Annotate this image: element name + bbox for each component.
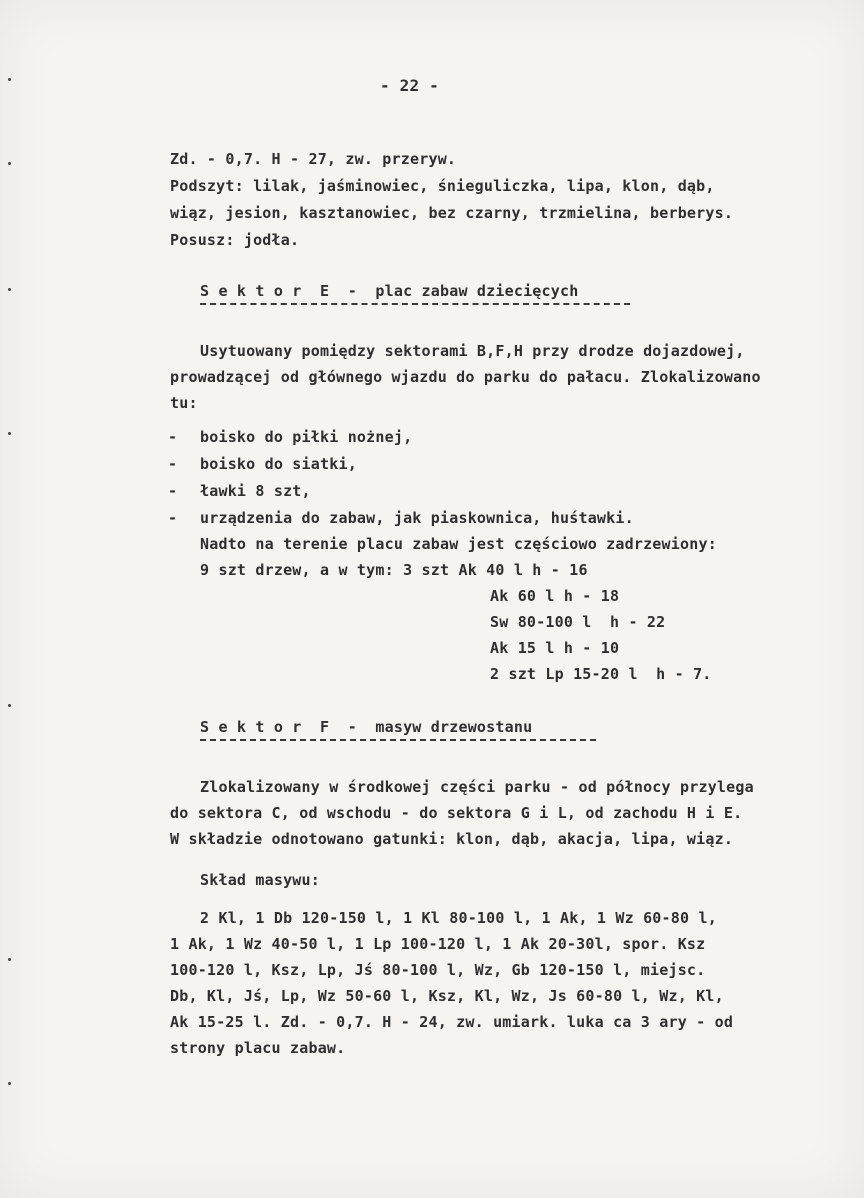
sector-e-heading: S e k t o r E - plac zabaw dziecięcych bbox=[200, 282, 579, 300]
composition-line: 2 Kl, 1 Db 120-150 l, 1 Kl 80-100 l, 1 Ak, 1 Wz 60-80 l, bbox=[200, 909, 717, 927]
sector-f-heading: S e k t o r F - masyw drzewostanu bbox=[200, 718, 533, 736]
tree-line: Ak 15 l h - 10 bbox=[490, 639, 620, 657]
tree-line: Ak 60 l h - 18 bbox=[490, 587, 620, 605]
sector-e-para-line: prowadzącej od głównego wjazdu do parku do pałacu. Zlokalizowano bbox=[170, 368, 761, 386]
intro-line: Zd. - 0,7. H - 27, zw. przeryw. bbox=[170, 150, 457, 168]
sector-e-para-line: tu: bbox=[170, 394, 198, 412]
page-number: - 22 - bbox=[380, 76, 439, 95]
sector-e-para-line: Usytuowany pomiędzy sektorami B,F,H przy drodze dojazdowej, bbox=[200, 342, 745, 360]
sector-e-note-line: 9 szt drzew, a w tym: 3 szt Ak 40 l h - 16 bbox=[200, 561, 588, 579]
margin-dot bbox=[8, 958, 11, 961]
tree-line: Sw 80-100 l h - 22 bbox=[490, 613, 666, 631]
list-item: ławki 8 szt, bbox=[200, 482, 311, 500]
intro-line: Podszyt: lilak, jaśminowiec, śnieguliczka, lipa, klon, dąb, bbox=[170, 177, 715, 195]
list-item: urządzenia do zabaw, jak piaskownica, huśtawki. bbox=[200, 509, 634, 527]
list-bullet: - bbox=[168, 509, 178, 527]
composition-label: Skład masywu: bbox=[200, 871, 320, 889]
intro-line: Posusz: jodła. bbox=[170, 231, 300, 249]
tree-line: 2 szt Lp 15-20 l h - 7. bbox=[490, 665, 712, 683]
intro-line: wiąz, jesion, kasztanowiec, bez czarny, trzmielina, berberys. bbox=[170, 204, 734, 222]
sector-f-para-line: do sektora C, od wschodu - do sektora G i L, od zachodu H i E. bbox=[170, 804, 743, 822]
sector-f-para-line: Zlokalizowany w środkowej części parku - od północy przylega bbox=[200, 778, 754, 796]
margin-dot bbox=[8, 704, 11, 707]
list-item: boisko do siatki, bbox=[200, 455, 357, 473]
composition-line: Db, Kl, Jś, Lp, Wz 50-60 l, Ksz, Kl, Wz, Js 60-80 l, Wz, Kl, bbox=[170, 987, 724, 1005]
composition-line: strony placu zabaw. bbox=[170, 1039, 346, 1057]
margin-dot bbox=[8, 78, 11, 81]
sector-e-underline bbox=[200, 303, 630, 305]
margin-dot bbox=[8, 1082, 11, 1085]
list-bullet: - bbox=[168, 482, 178, 500]
composition-line: 1 Ak, 1 Wz 40-50 l, 1 Lp 100-120 l, 1 Ak 20-30l, spor. Ksz bbox=[170, 935, 706, 953]
margin-dot bbox=[8, 162, 11, 165]
sector-f-para-line: W składzie odnotowano gatunki: klon, dąb, akacja, lipa, wiąz. bbox=[170, 830, 734, 848]
list-bullet: - bbox=[168, 455, 178, 473]
margin-dot bbox=[8, 432, 11, 435]
sector-f-underline bbox=[200, 739, 596, 741]
sector-e-note-line: Nadto na terenie placu zabaw jest częściowo zadrzewiony: bbox=[200, 535, 717, 553]
composition-line: Ak 15-25 l. Zd. - 0,7. H - 24, zw. umiark. luka ca 3 ary - od bbox=[170, 1013, 734, 1031]
margin-dot bbox=[8, 288, 11, 291]
composition-line: 100-120 l, Ksz, Lp, Jś 80-100 l, Wz, Gb 120-150 l, miejsc. bbox=[170, 961, 706, 979]
list-bullet: - bbox=[168, 428, 178, 446]
list-item: boisko do piłki nożnej, bbox=[200, 428, 413, 446]
